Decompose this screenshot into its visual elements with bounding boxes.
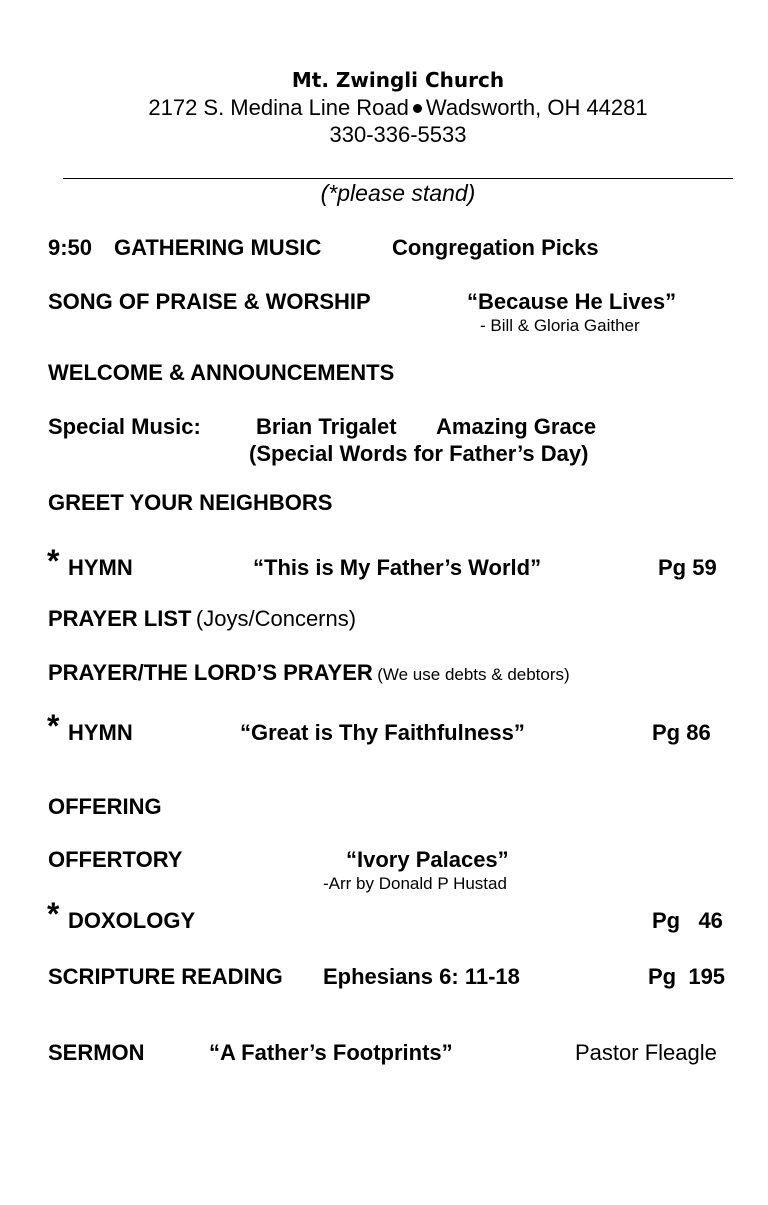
hymn2-title: HYMN [68, 720, 133, 745]
offertory-title: OFFERTORY [48, 847, 183, 872]
lords-prayer-title: PRAYER/THE LORD’S PRAYER [48, 660, 373, 685]
scripture-page: Pg 195 [648, 964, 726, 989]
praise-credit: - Bill & Gloria Gaither [480, 316, 640, 335]
header-divider [63, 178, 733, 179]
hymn1-title: HYMN [68, 555, 133, 580]
praise-title: SONG OF PRAISE & WORSHIP [48, 289, 371, 314]
hymn2-song: “Great is Thy Faithfulness” [240, 720, 525, 745]
prayer-list-title: PRAYER LIST [48, 606, 192, 631]
church-address [0, 95, 768, 121]
lords-prayer [48, 660, 570, 686]
address-street: 2172 S. Medina Line Road [148, 95, 409, 120]
hymn1-page: Pg 59 [658, 555, 717, 580]
special-music-song: Amazing Grace [436, 414, 597, 439]
special-music-title: Special Music: [48, 414, 201, 439]
please-stand-note: (*please stand) [320, 180, 476, 206]
hymn1-song: “This is My Father’s World” [253, 555, 542, 580]
scripture-title: SCRIPTURE READING [48, 964, 283, 989]
stand-asterisk: * [47, 543, 60, 579]
prayer-list [48, 606, 356, 632]
gathering-detail: Congregation Picks [392, 235, 599, 260]
gathering-time: 9:50 [48, 235, 93, 260]
welcome-title: WELCOME & ANNOUNCEMENTS [48, 360, 395, 385]
sermon-speaker: Pastor Fleagle [575, 1040, 717, 1065]
stand-asterisk: * [47, 896, 60, 932]
offering-title: OFFERING [48, 794, 162, 819]
church-phone: 330-336-5533 [329, 122, 467, 147]
lords-prayer-note: (We use debts & debtors) [377, 665, 570, 684]
church-name: Mt. Zwingli Church [291, 68, 505, 92]
doxology-title: DOXOLOGY [68, 908, 196, 933]
offertory-credit: -Arr by Donald P Hustad [323, 874, 507, 893]
sermon-title: SERMON [48, 1040, 145, 1065]
stand-asterisk: * [47, 708, 60, 744]
sermon-subject: “A Father’s Footprints” [209, 1040, 453, 1065]
address-city: Wadsworth, OH 44281 [425, 95, 648, 120]
special-music-performer: Brian Trigalet [256, 414, 397, 439]
offertory-song: “Ivory Palaces” [346, 847, 509, 872]
praise-song: “Because He Lives” [467, 289, 677, 314]
prayer-list-note: (Joys/Concerns) [195, 606, 357, 631]
greet-title: GREET YOUR NEIGHBORS [48, 490, 333, 515]
scripture-reference: Ephesians 6: 11-18 [323, 964, 520, 989]
gathering-title: GATHERING MUSIC [114, 235, 322, 260]
doxology-page: Pg 46 [652, 908, 723, 933]
hymn2-page: Pg 86 [652, 720, 711, 745]
bullet-dot-icon [413, 104, 422, 113]
special-music-note: (Special Words for Father’s Day) [249, 441, 589, 466]
